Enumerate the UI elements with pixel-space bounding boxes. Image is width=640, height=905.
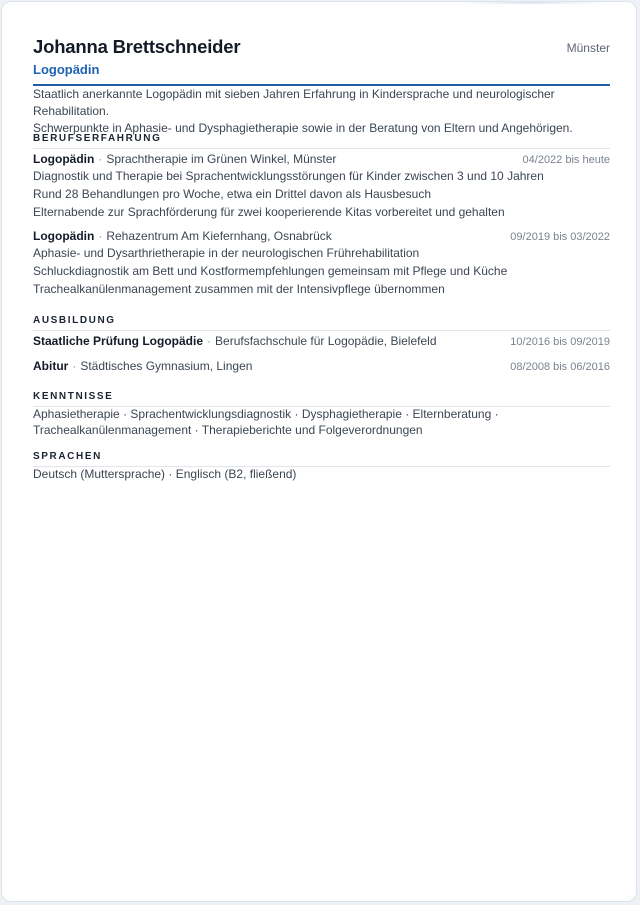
education-date: 08/2008 bis 06/2016 [510, 361, 610, 373]
candidate-location: Münster [566, 41, 610, 55]
degree-title: Abitur [33, 359, 69, 373]
job-bullet: Trachealkanülenmanagement zusammen mit der Intensivpflege übernommen [33, 282, 445, 296]
summary-line: Schwerpunkte in Aphasie- und Dysphagietherapie sowie in der Beratung von Eltern und Angehörigen. [33, 121, 573, 135]
job-bullet: Schluckdiagnostik am Bett und Kostformempfehlungen gemeinsam mit Pflege und Küche [33, 264, 508, 278]
job-date: 09/2019 bis 03/2022 [510, 231, 610, 243]
school-name: Berufsfachschule für Logopädie, Bielefeld [215, 334, 437, 348]
skills-list [33, 406, 610, 438]
profile-summary [33, 86, 613, 137]
employer: Sprachtherapie im Grünen Winkel, Münster [106, 152, 337, 166]
job-bullet: Elternabende zur Sprachförderung für zwei kooperierende Kitas vorbereitet und gehalten [33, 205, 505, 219]
separator-dot: · [72, 359, 77, 373]
education-date: 10/2016 bis 09/2019 [510, 336, 610, 348]
separator-dot: · [98, 229, 103, 243]
separator-dot: · [207, 334, 212, 348]
candidate-name: Johanna Brettschneider [33, 36, 241, 57]
section-title-experience: BERUFSERFAHRUNG [33, 133, 610, 149]
school-name: Städtisches Gymnasium, Lingen [80, 359, 253, 373]
entry-header [33, 358, 610, 374]
skills-line: Trachealkanülenmanagement · Therapieberichte und Folgeverordnungen [33, 423, 423, 437]
entry-header [33, 333, 610, 349]
job-bullets [33, 167, 610, 221]
education-entry [33, 333, 610, 349]
skills-line: Aphasietherapie · Sprachentwicklungsdiagnostik · Dysphagietherapie · Elternberatung · [33, 407, 499, 421]
section-title-education: AUSBILDUNG [33, 315, 610, 331]
entry-header [33, 151, 610, 167]
job-date: 04/2022 bis heute [522, 154, 610, 166]
job-bullet: Rund 28 Behandlungen pro Woche, etwa ein Drittel davon als Hausbesuch [33, 187, 432, 201]
resume-page [1, 1, 637, 902]
job-bullet: Aphasie- und Dysarthrietherapie in der neurologischen Frührehabilitation [33, 246, 420, 260]
job-bullets [33, 244, 610, 298]
separator-dot: · [98, 152, 103, 166]
job-title: Logopädin [33, 229, 95, 243]
section-title-skills: KENNTNISSE [33, 391, 610, 407]
experience-entry [33, 151, 610, 221]
experience-entry [33, 228, 610, 298]
summary-line: Staatlich anerkannte Logopädin mit sieben Jahren Erfahrung in Kindersprache und neurologischer Rehabilitation. [33, 87, 555, 118]
resume-header [33, 35, 610, 78]
job-title: Logopädin [33, 152, 95, 166]
section-title-languages: SPRACHEN [33, 451, 610, 467]
degree-title: Staatliche Prüfung Logopädie [33, 334, 204, 348]
employer: Rehazentrum Am Kiefernhang, Osnabrück [106, 229, 332, 243]
job-bullet: Diagnostik und Therapie bei Sprachentwicklungsstörungen für Kinder zwischen 3 und 10 Jahren [33, 169, 544, 183]
education-entry [33, 358, 610, 374]
candidate-role: Logopädin [33, 62, 100, 77]
entry-header [33, 228, 610, 244]
languages-list: Deutsch (Muttersprache) · Englisch (B2, fließend) [33, 467, 297, 481]
